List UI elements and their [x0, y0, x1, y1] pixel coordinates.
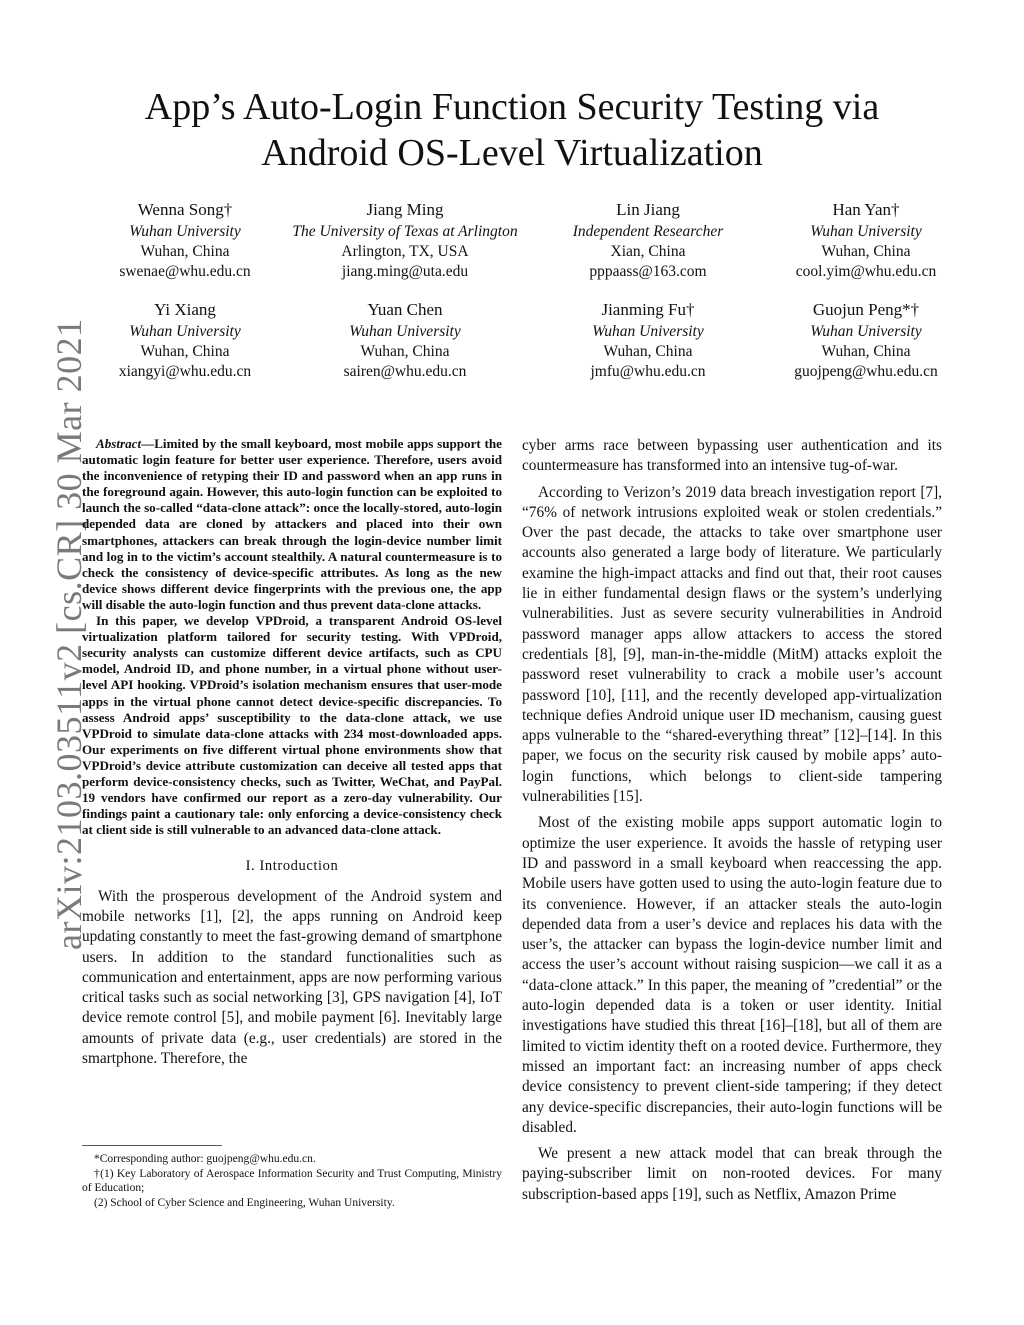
author-location: Wuhan, China — [360, 343, 450, 360]
author-card — [766, 198, 966, 282]
author-card — [280, 298, 530, 382]
footnote-divider — [82, 1145, 222, 1146]
author-affiliation: Wuhan University — [129, 223, 241, 240]
right-column — [522, 436, 942, 1211]
arxiv-identifier[interactable]: arXiv:2103.03511v2 [cs.CR] 30 Mar 2021 — [49, 318, 89, 950]
author-affiliation: Wuhan University — [810, 223, 922, 240]
footnote-affiliation-1: †(1) Key Laboratory of Aerospace Information Security and Trust Computing, Ministry of Education; — [82, 1167, 502, 1194]
abstract-paragraph-2: In this paper, we develop VPDroid, a transparent Android OS-level virtualization platform tailored for security testing. With VPDroid, security analysts can customize different device artifacts, such as CPU model, Android ID, and phone number, in a virtual phone without user-level API hooking. VPDroid’s isolation mechanism ensures that user-mode apps in the virtual phone cannot detect device-specific discrepancies. To assess Android apps’ susceptibility to the data-clone attack, we use VPDroid to simulate data-clone attacks with 234 most-downloaded apps. Our experiments on five different virtual phone environments show that VPDroid’s device attribute customization can deceive all tested apps that perform device-consistency checks, such as Twitter, WeChat, and PayPal. 19 vendors have confirmed our report as a zero-day vulnerability. Our findings paint a cautionary tale: only enforcing a device-consistency check at client side is still vulnerable to an advanced data-clone attack. — [82, 613, 502, 838]
author-card — [280, 198, 530, 282]
author-location: Wuhan, China — [140, 343, 230, 360]
author-name: Wenna Song† — [137, 200, 233, 219]
author-location: Wuhan, China — [821, 343, 911, 360]
author-email[interactable]: pppaass@163.com — [589, 263, 707, 280]
author-name: Jianming Fu† — [601, 300, 695, 319]
author-row-2 — [90, 298, 938, 382]
author-name: Han Yan† — [832, 200, 900, 219]
author-affiliation: Independent Researcher — [572, 223, 724, 240]
author-email[interactable]: jmfu@whu.edu.cn — [590, 363, 706, 380]
author-card — [530, 298, 766, 382]
author-name: Lin Jiang — [616, 200, 680, 219]
author-row-1 — [90, 198, 937, 282]
author-card — [766, 298, 966, 382]
intro-paragraph: With the prosperous development of the Android system and mobile networks [1], [2], the apps running on Android keep updating constantly to meet the fast-growing demand of smartphone users. In addition to the standard functionalities such as communication and entertainment, apps are now performing various critical tasks such as social networking [3], GPS navigation [4], IoT device remote control [5], and mobile payment [6]. Inevitably large amounts of private data (e.g., user credentials) are stored in the smartphone. Therefore, the — [82, 887, 502, 1068]
author-affiliation: Wuhan University — [592, 323, 704, 340]
author-affiliation: Wuhan University — [129, 323, 241, 340]
author-email[interactable]: xiangyi@whu.edu.cn — [118, 363, 252, 380]
abstract-paragraph-1: —Limited by the small keyboard, most mobile apps support the automatic login feature for better user experience. Therefore, users avoid the inconvenience of retyping their ID and password when an app runs in the foreground again. However, this auto-login function can be exploited to launch the so-called “data-clone attack”: once the locally-stored, auto-login depended data are cloned by attackers and placed into their own smartphones, attackers can break through the login-device number limit and log in to the victim’s account stealthily. A natural countermeasure is to check the consistency of device-specific attributes. As long as the new device shows different device fingerprints with the previous one, the app will disable the auto-login function and thus prevent data-clone attacks. — [82, 436, 502, 612]
author-email[interactable]: guojpeng@whu.edu.cn — [794, 363, 938, 380]
paper-title: App’s Auto-Login Function Security Testing via Android OS-Level Virtualization — [144, 86, 880, 174]
left-column — [82, 436, 502, 1075]
section-heading-introduction: I. Introduction — [245, 858, 339, 875]
footnote-affiliation-2: (2) School of Cyber Science and Engineering, Wuhan University. — [94, 1196, 395, 1209]
author-location: Xian, China — [610, 243, 686, 260]
footnote-corresponding: *Corresponding author: guojpeng@whu.edu.cn. — [94, 1153, 316, 1165]
body-paragraph: cyber arms race between bypassing user authentication and its countermeasure has transformed into an intensive tug-of-war. — [522, 437, 942, 475]
author-card — [530, 198, 766, 282]
body-paragraph: We present a new attack model that can break through the paying-subscriber limit on non-rooted devices. For many subscription-based apps [19], such as Netflix, Amazon Prime — [522, 1145, 942, 1203]
author-email[interactable]: cool.yim@whu.edu.cn — [795, 263, 937, 280]
author-name: Yi Xiang — [154, 300, 216, 319]
author-email[interactable]: swenae@whu.edu.cn — [119, 263, 251, 280]
abstract — [82, 436, 502, 838]
abstract-label: Abstract — [96, 436, 142, 451]
author-affiliation: Wuhan University — [349, 323, 461, 340]
author-name: Jiang Ming — [366, 200, 444, 219]
author-block — [90, 198, 938, 398]
footnotes — [82, 1145, 502, 1210]
author-email[interactable]: jiang.ming@uta.edu — [341, 263, 469, 280]
author-affiliation: The University of Texas at Arlington — [292, 223, 518, 240]
body-paragraph: According to Verizon’s 2019 data breach investigation report [7], “76% of network intrusions exploited weak or stolen credentials.” Over the past decade, the attacks to take over smartphone user accounts also generated a large body of literature. We particularly examine the high-impact attacks and find out that, their root causes lie in either fundamental design flaws or the system’s underlying vulnerabilities. Just as severe security vulnerabilities in Android password manager apps allow attackers to access the stored credentials [8], [9], man-in-the-middle (MitM) attacks exploit the password reset vulnerability to crack a mobile user’s account password [10], [11], and the recently developed app-virtualization technique defies Android unique user ID mechanism, causing guest apps vulnerable to the “shared-everything threat” [12]–[14]. In this paper, we focus on the security risk caused by mobile apps’ auto-login functions, which belongs to client-side tampering vulnerabilities [15]. — [522, 483, 942, 806]
author-affiliation: Wuhan University — [810, 323, 922, 340]
arxiv-stamp — [18, 318, 89, 950]
author-card — [90, 298, 280, 382]
author-location: Wuhan, China — [821, 243, 911, 260]
author-name: Yuan Chen — [367, 300, 443, 319]
author-email[interactable]: sairen@whu.edu.cn — [343, 363, 467, 380]
author-location: Wuhan, China — [140, 243, 230, 260]
author-name: Guojun Peng*† — [812, 300, 920, 319]
body-paragraph: Most of the existing mobile apps support automatic login to optimize the user experience. It avoids the hassle of retyping user ID and password in a small keyboard when reaccessing the app. Mobile users have gotten used to using the auto-login feature due to its convenience. However, if an attacker steals the auto-login depended data from a user’s device and replaces his data with the user’s, the attacker can bypass the login-device number limit and access the user’s account without raising suspicion—we call it as a “data-clone attack.” In this paper, the meaning of ”credential” or the auto-login depended data is a token or user identity. Initial investigations have studied this threat [16]–[18], but all of them are limited to victim identity theft on a rooted device. Furthermore, they missed an important fact: an increasing number of apps check device consistency to prevent client-side tampering; if they detect any device-specific discrepancies, their auto-login functions will be disabled. — [522, 814, 942, 1136]
author-card — [90, 198, 280, 282]
author-location: Arlington, TX, USA — [341, 243, 469, 260]
author-location: Wuhan, China — [603, 343, 693, 360]
